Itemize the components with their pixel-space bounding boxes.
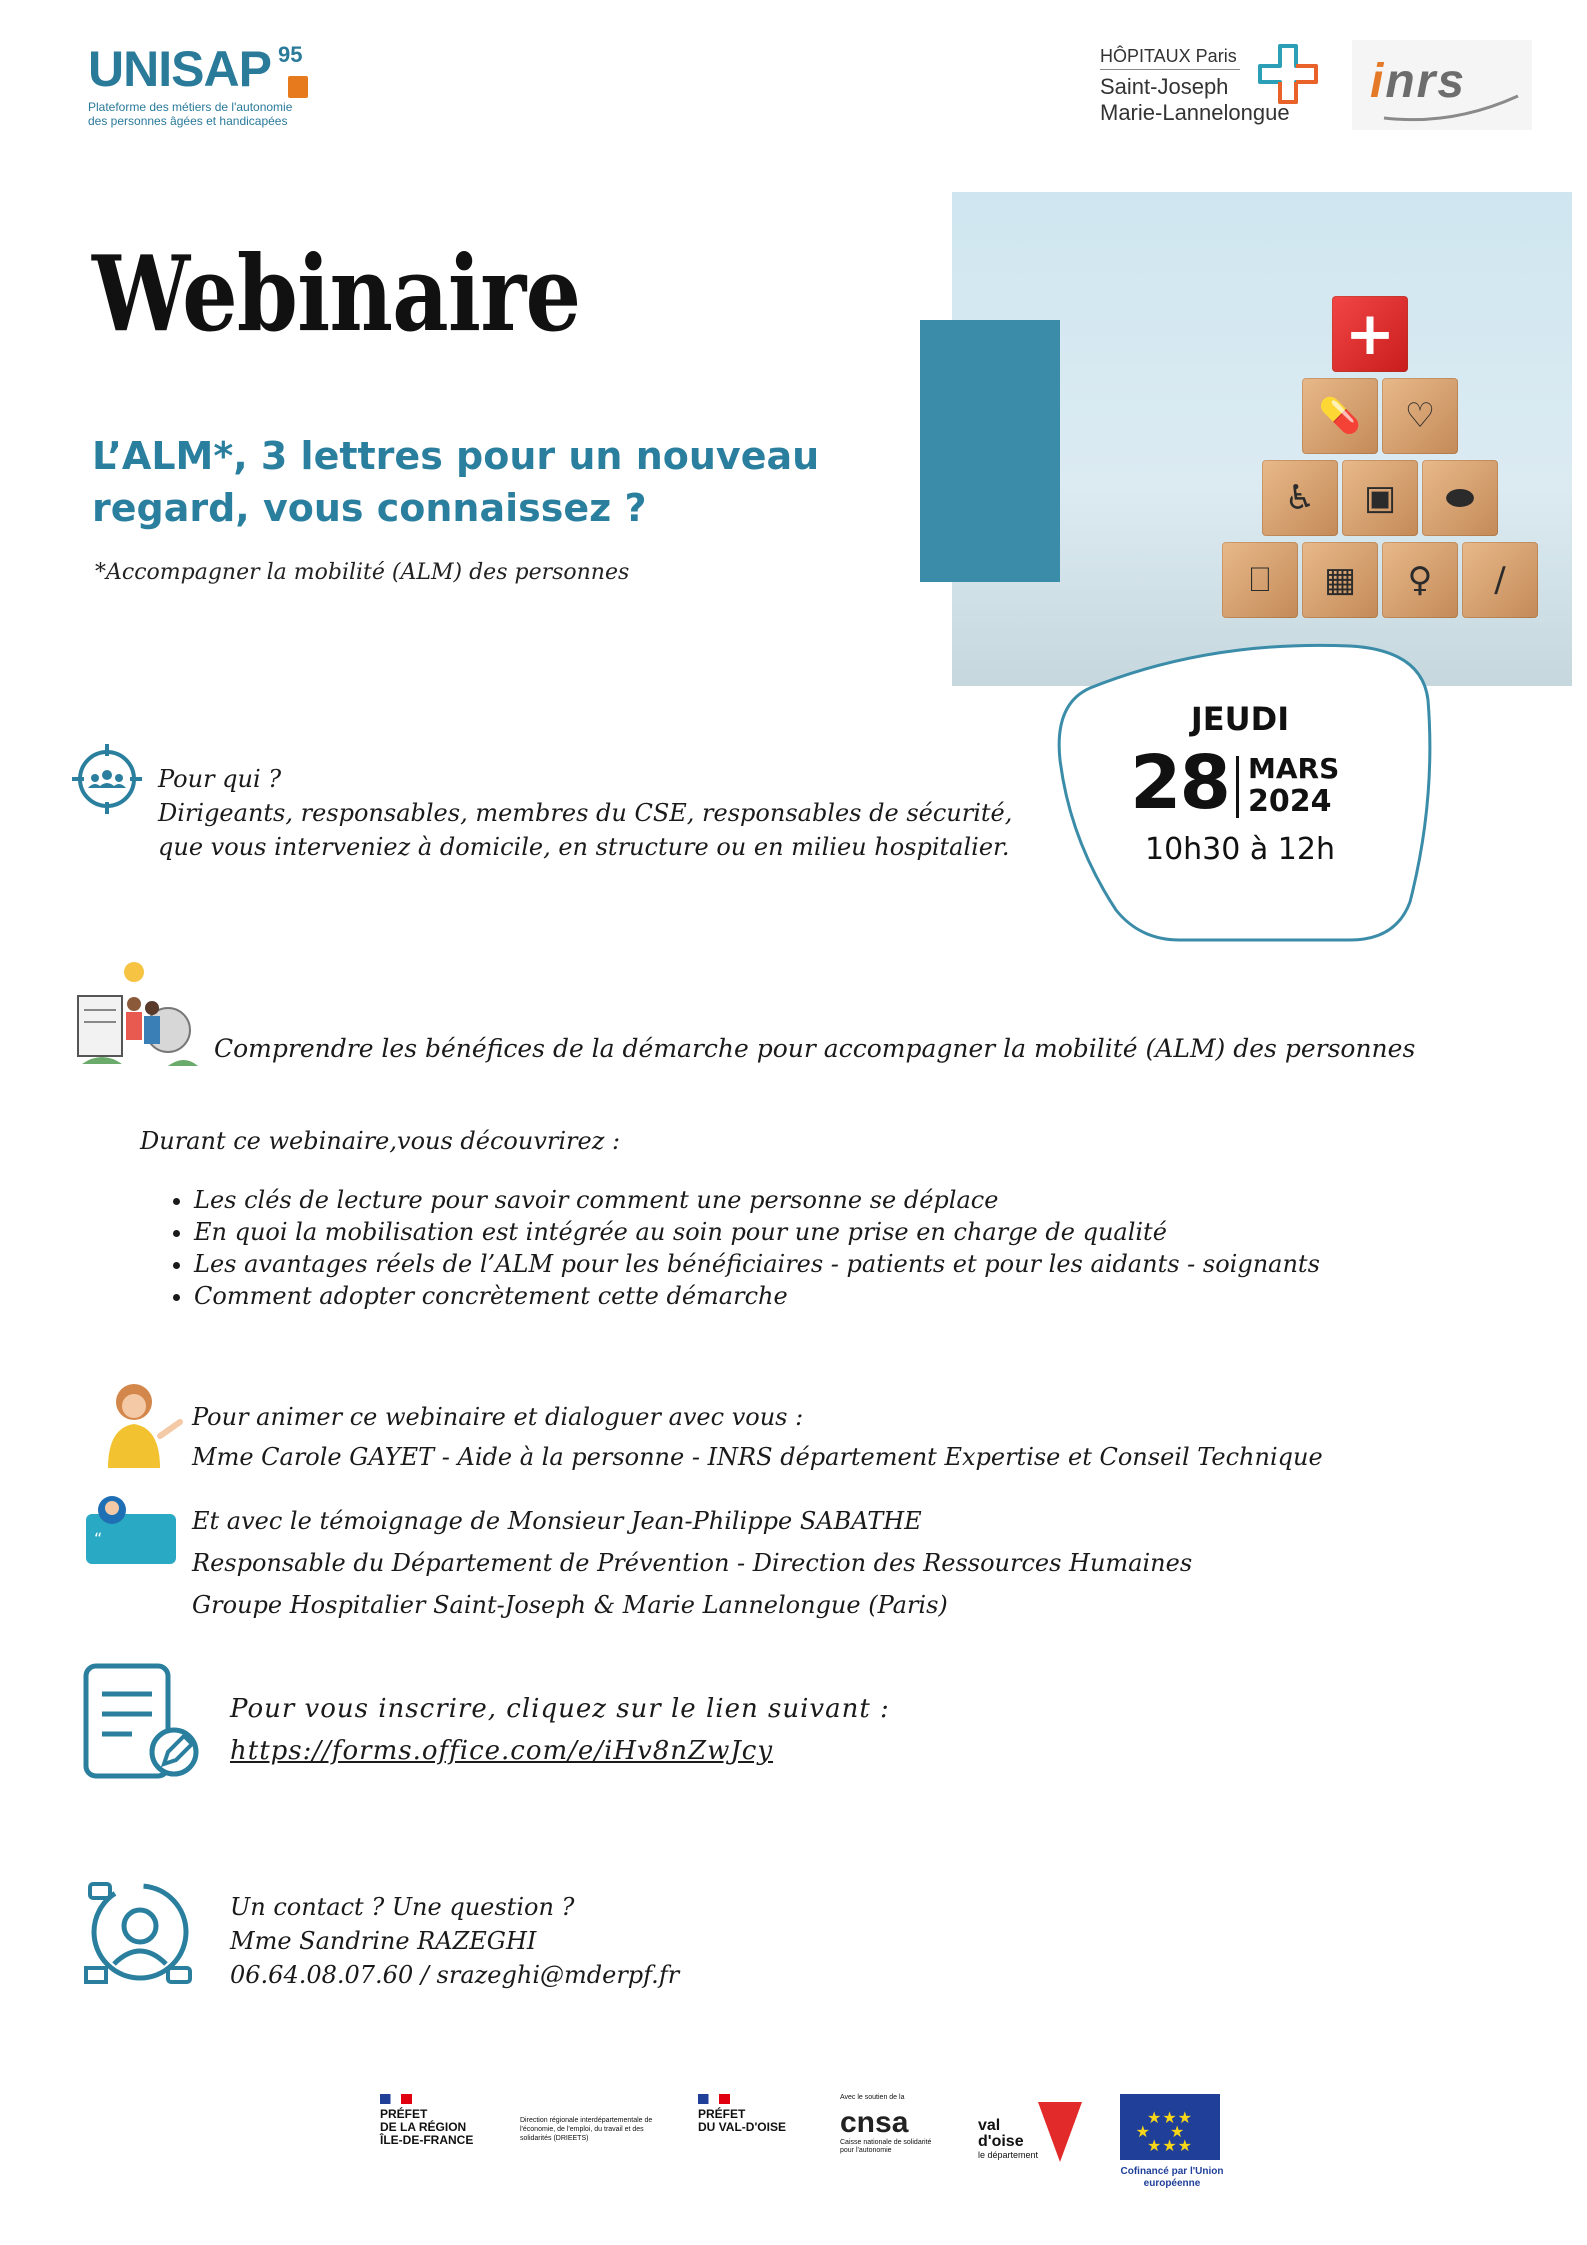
bed-icon: ⎕ xyxy=(1249,560,1271,600)
eu-text: Cofinancé par l'Union européenne xyxy=(1120,2166,1224,2189)
prefet-idf-logo xyxy=(380,2094,490,2147)
block xyxy=(1342,460,1418,536)
svg-text:“: “ xyxy=(94,1529,103,1548)
testimonial-icon xyxy=(82,1492,182,1572)
page-subtitle: L’ALM*, 3 lettres pour un nouveau regard, vous connaissez ? xyxy=(92,434,820,530)
prefet-idf-line2: DE LA RÉGION xyxy=(380,2120,467,2134)
cnsa-logo xyxy=(840,2094,950,2155)
teal-accent-bar xyxy=(920,320,1060,582)
block xyxy=(1302,542,1378,618)
hopitaux-logo xyxy=(1100,46,1340,136)
pills-icon: 💊 xyxy=(1318,396,1362,436)
hospital-icon: ▦ xyxy=(1323,560,1357,600)
unisap-logo xyxy=(88,40,318,128)
event-year: 2024 xyxy=(1248,784,1332,819)
valdoise-logo xyxy=(978,2102,1098,2160)
pill-pack-icon: ⬬ xyxy=(1445,478,1475,518)
eu-logo xyxy=(1120,2094,1224,2190)
presenter-woman-icon xyxy=(90,1380,190,1470)
valdoise-sub: le département xyxy=(978,2150,1039,2160)
block xyxy=(1262,460,1338,536)
plus-icon: + xyxy=(1344,299,1396,369)
date-badge-frame xyxy=(1050,640,1440,946)
inrs-letters: nrs xyxy=(1385,55,1467,108)
witness-line3: Groupe Hospitalier Saint-Joseph & Marie Lannelongue (Paris) xyxy=(192,1591,948,1619)
prefet-vo-line1: PRÉFET xyxy=(698,2107,746,2121)
prefet-vo-line2: DU VAL-D'OISE xyxy=(698,2120,786,2134)
event-day: JEUDI xyxy=(1190,700,1290,738)
registration-label: Pour vous inscrire, cliquez sur le lien suivant : xyxy=(230,1694,890,1724)
block xyxy=(1222,542,1298,618)
drieets-text: Direction régionale interdépartementale de l'économie, de l'emploi, du travail et des solidarités (DRIEETS) xyxy=(520,2117,653,2142)
house-icon xyxy=(288,76,308,98)
prefet-idf-line3: ÎLE-DE-FRANCE xyxy=(380,2133,474,2147)
inrs-logo xyxy=(1352,40,1532,130)
witness-line2: Responsable du Département de Prévention - Direction des Ressources Humaines xyxy=(192,1549,1193,1577)
unisap-name: UNISAP xyxy=(88,41,271,97)
cnsa-name: cnsa xyxy=(840,2106,909,2139)
cross-logo-icon xyxy=(1256,42,1320,106)
audience-label: Pour qui ? xyxy=(158,765,282,793)
event-month: MARS xyxy=(1248,752,1340,785)
block xyxy=(1422,460,1498,536)
valdoise-v-icon xyxy=(1038,2102,1082,2162)
host-label: Pour animer ce webinaire et dialoguer avec vous : xyxy=(192,1403,804,1431)
topics-heading: Durant ce webinaire,vous découvrirez : xyxy=(140,1127,621,1155)
block xyxy=(1382,378,1458,454)
swoosh-icon xyxy=(1382,92,1522,122)
stethoscope-icon: ♀ xyxy=(1407,560,1433,600)
prefet-vo-logo xyxy=(698,2094,808,2134)
form-document-icon xyxy=(80,1660,200,1790)
block xyxy=(1462,542,1538,618)
event-date-number: 28 xyxy=(1130,740,1229,826)
wheelchair-icon: ♿ xyxy=(1284,478,1316,518)
contact-details: 06.64.08.07.60 / srazeghi@mderpf.fr xyxy=(230,1961,680,1989)
audience-target-icon xyxy=(70,742,144,816)
hopitaux-line3: Marie-Lannelongue xyxy=(1100,100,1290,125)
list-item: • Comment adopter concrètement cette démarche xyxy=(194,1280,1320,1312)
date-badge xyxy=(1050,640,1440,946)
event-time: 10h30 à 12h xyxy=(1144,832,1335,867)
marianne-flag-icon xyxy=(380,2094,412,2104)
registration-link[interactable]: https://forms.office.com/e/iHv8nZwJcy xyxy=(230,1736,774,1766)
list-item: • Les clés de lecture pour savoir comment une personne se déplace xyxy=(194,1184,1320,1216)
block xyxy=(1382,542,1458,618)
inrs-letter-i: i xyxy=(1370,55,1386,108)
valdoise-line2: d'oise xyxy=(978,2133,1024,2150)
list-item: • En quoi la mobilisation est intégrée au soin pour une prise en charge de qualité xyxy=(194,1216,1320,1248)
unisap-superscript: 95 xyxy=(278,42,303,67)
witness-line1: Et avec le témoignage de Monsieur Jean-Philippe SABATHE xyxy=(192,1507,922,1535)
teamwork-illustration-icon xyxy=(72,956,202,1074)
unisap-tagline: Plateforme des métiers de l'autonomie des personnes âgées et handicapées xyxy=(88,100,293,128)
contact-support-icon xyxy=(84,1876,196,1988)
host-name: Mme Carole GAYET - Aide à la personne - INRS département Expertise et Conseil Technique xyxy=(192,1443,1323,1471)
list-item: • Les avantages réels de l’ALM pour les bénéficiaires - patients et pour les aidants - soignants xyxy=(194,1248,1320,1280)
red-cross-block xyxy=(1332,296,1408,372)
topics-list xyxy=(166,1184,1320,1312)
cnsa-sub: Caisse nationale de solidarité pour l'autonomie xyxy=(840,2139,932,2154)
syringe-icon: ∕ xyxy=(1494,560,1506,600)
date-separator xyxy=(1236,756,1239,818)
valdoise-line1: val xyxy=(978,2117,1001,2134)
heart-icon: ♡ xyxy=(1404,396,1436,436)
block xyxy=(1302,378,1378,454)
contact-label: Un contact ? Une question ? xyxy=(230,1893,575,1921)
hopitaux-line2: Saint-Joseph xyxy=(1100,74,1229,99)
iv-bag-icon: ▣ xyxy=(1363,478,1397,518)
goal-text: Comprendre les bénéfices de la démarche pour accompagner la mobilité (ALM) des personnes xyxy=(214,1034,1416,1063)
cnsa-top: Avec le soutien de la xyxy=(840,2094,905,2101)
prefet-idf-line1: PRÉFET xyxy=(380,2107,428,2121)
page-title: Webinaire xyxy=(92,232,581,355)
audience-text: Dirigeants, responsables, membres du CSE, responsables de sécurité, que vous interveniez à domicile, en structure ou en milieu hospitalier. xyxy=(158,799,1013,861)
eu-flag-icon: ★★★ ★★ ★★★ xyxy=(1120,2094,1220,2160)
partner-logos xyxy=(380,2094,1240,2204)
subtitle-note: *Accompagner la mobilité (ALM) des personnes xyxy=(95,560,630,585)
marianne-flag-icon xyxy=(698,2094,730,2104)
contact-name: Mme Sandrine RAZEGHI xyxy=(230,1927,537,1955)
hopitaux-line1: HÔPITAUX Paris xyxy=(1100,46,1237,66)
